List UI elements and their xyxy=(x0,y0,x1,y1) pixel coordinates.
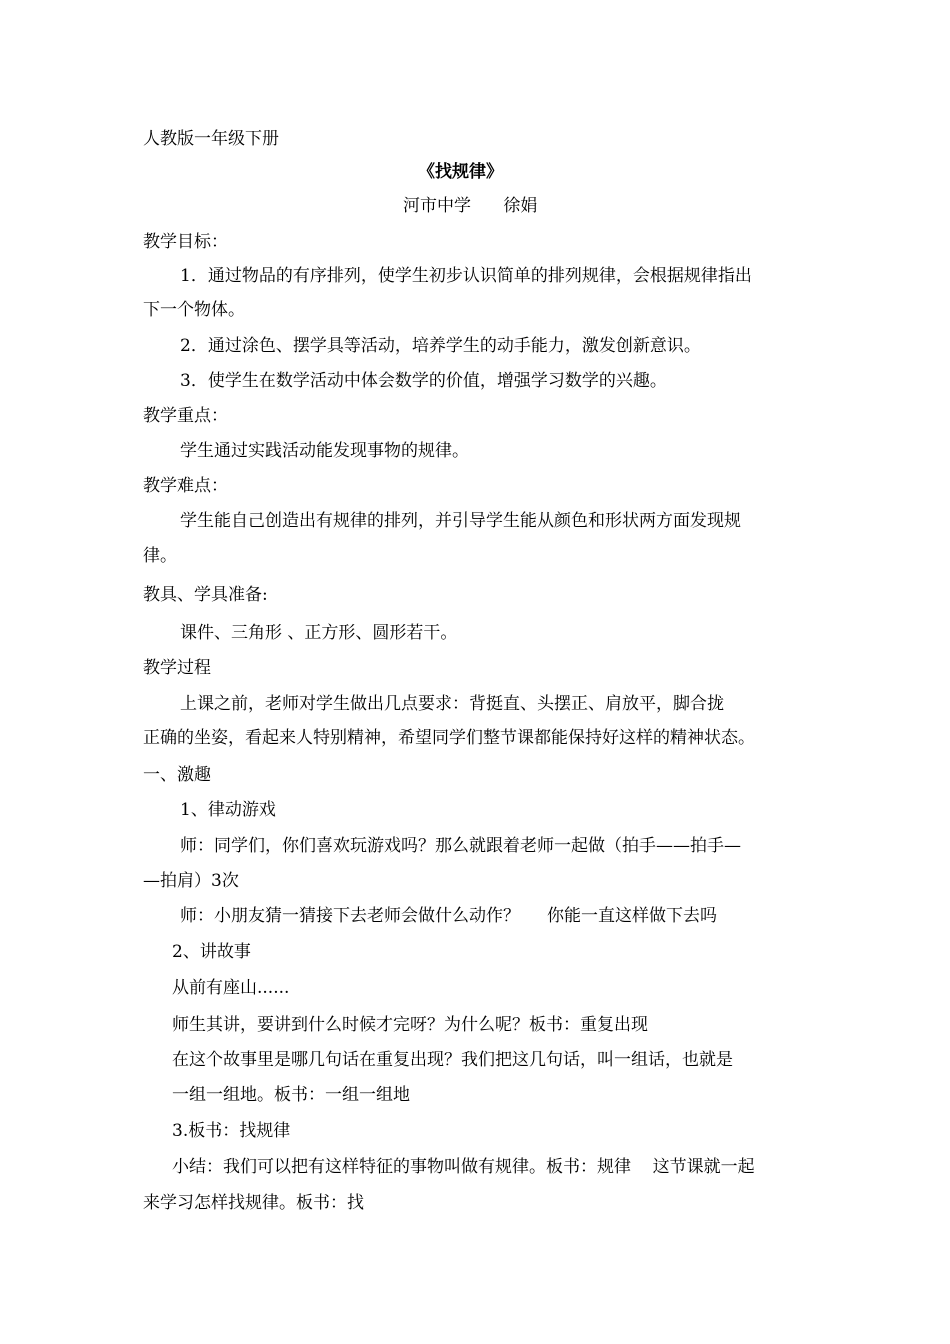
paragraph-line: 1．通过物品的有序排列，使学生初步认识简单的排列规律，会根据规律指出 xyxy=(180,266,752,286)
paragraph-line: 2．通过涂色、摆学具等活动，培养学生的动手能力，激发创新意识。 xyxy=(180,336,701,356)
paragraph-line: 3．使学生在数学活动中体会数学的价值，增强学习数学的兴趣。 xyxy=(180,371,667,391)
section-heading: 教具、学具准备: xyxy=(143,585,268,605)
paragraph-line: 一组一组地。板书：一组一组地 xyxy=(172,1085,410,1105)
paragraph-line: —拍肩）3次 xyxy=(143,871,239,891)
paragraph-line: 下一个物体。 xyxy=(143,300,245,320)
section-heading: 一、激趣 xyxy=(143,765,211,785)
paragraph-line: 从前有座山...... xyxy=(172,978,290,998)
paragraph-line: 学生通过实践活动能发现事物的规律。 xyxy=(180,441,469,461)
paragraph-line: 小结：我们可以把有这样特征的事物叫做有规律。板书：规律 这节课就一起 xyxy=(172,1157,755,1177)
paragraph-line: 师生其讲，要讲到什么时候才完呀？为什么呢？板书：重复出现 xyxy=(172,1015,648,1035)
paragraph-line: 师：同学们，你们喜欢玩游戏吗？那么就跟着老师一起做（拍手——拍手— xyxy=(180,836,741,856)
section-heading: 教学重点： xyxy=(143,406,228,426)
paragraph-line: 师：小朋友猜一猜接下去老师会做什么动作？ 你能一直这样做下去吗 xyxy=(180,906,718,926)
paragraph-line: 律。 xyxy=(143,546,177,566)
paragraph-line: 3.板书：找规律 xyxy=(172,1121,291,1141)
section-heading: 教学目标： xyxy=(143,232,228,252)
paragraph-line: 课件、三角形 、正方形、圆形若干。 xyxy=(180,623,458,643)
section-heading: 教学过程 xyxy=(143,658,211,678)
doc-title: 《找规律》 xyxy=(418,162,503,182)
paragraph-line: 2、讲故事 xyxy=(172,942,251,962)
paragraph-line: 来学习怎样找规律。板书：找 xyxy=(143,1193,364,1213)
paragraph-line: 学生能自己创造出有规律的排列，并引导学生能从颜色和形状两方面发现规 xyxy=(180,511,741,531)
author-line: 河市中学 徐娟 xyxy=(403,196,538,216)
paragraph-line: 在这个故事里是哪几句话在重复出现？我们把这几句话，叫一组话，也就是 xyxy=(172,1050,733,1070)
paragraph-line: 上课之前，老师对学生做出几点要求：背挺直、头摆正、肩放平，脚合拢 xyxy=(180,694,724,714)
series-label: 人教版一年级下册 xyxy=(143,129,279,149)
paragraph-line: 1、律动游戏 xyxy=(180,800,276,820)
section-heading: 教学难点： xyxy=(143,476,228,496)
paragraph-line: 正确的坐姿，看起来人特别精神，希望同学们整节课都能保持好这样的精神状态。 xyxy=(143,728,755,748)
